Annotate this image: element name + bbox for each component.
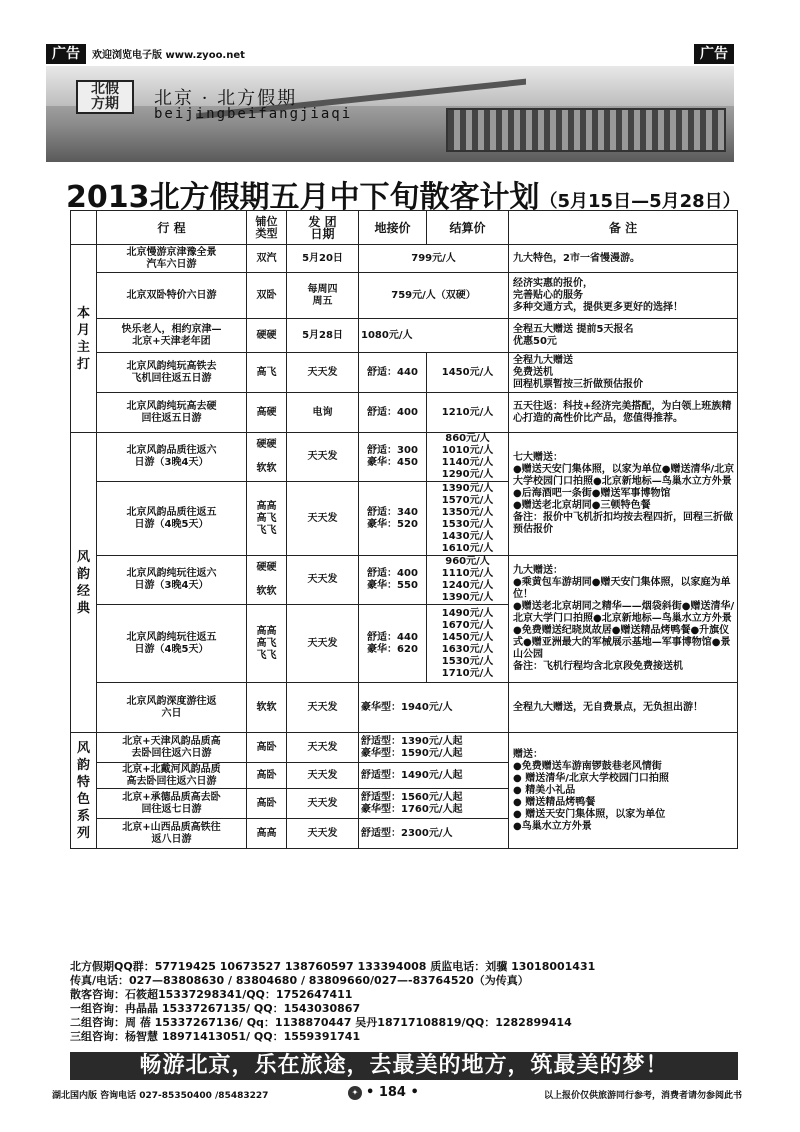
- contact-line: 二组咨询：周 蓓 15337267136/ Qq：1138870447 吴丹18717108819/QQ：1282899414: [70, 1016, 572, 1029]
- cell-note: 全程五大赠送 提前5天报名 优惠50元: [509, 319, 738, 353]
- cell-route: 北京风韵纯玩往返六 日游（3晚4天）: [97, 556, 247, 605]
- itinerary-table: [70, 210, 738, 849]
- category-label: 风 韵 特 色 系 列: [71, 733, 97, 849]
- category-label: 本 月 主 打: [71, 245, 97, 433]
- cell-berth: 高卧: [247, 789, 287, 819]
- cell-local: 舒适型：1560元/人起 豪华型：1760元/人起: [359, 789, 509, 819]
- page-badge-icon: ✦: [348, 1086, 362, 1100]
- cell-note: 七大赠送： ●赠送天安门集体照，以家为单位●赠送清华/北京大学校园门口拍照●北京新地标—鸟巢水立方外景●后海酒吧一条街●赠送军事博物馆 ●赠送老北京胡同●三顿特色餐 备注：报价中飞机折扣均按去程四折，回程三折做预估报价: [509, 433, 738, 556]
- brand-name: 北京 · 北方假期: [154, 88, 298, 109]
- cell-date: 5月28日: [287, 319, 359, 353]
- cell-berth: 高高 高飞 飞飞: [247, 482, 287, 556]
- cell-local: 舒适：440: [359, 353, 427, 393]
- cell-local: 舒适：440 豪华：620: [359, 605, 427, 683]
- cell-route: 北京双卧特价六日游: [97, 273, 247, 319]
- cell-date: 天天发: [287, 605, 359, 683]
- contact-line: 散客咨询：石筱超15337298341/QQ：1752647411: [70, 988, 353, 1001]
- footer-left: 湖北国内版 咨询电话 027-85350400 /85483227: [52, 1091, 269, 1101]
- cell-berth: 双卧: [247, 273, 287, 319]
- header-blank: [71, 211, 97, 245]
- cell-date: 天天发: [287, 733, 359, 763]
- cell-berth: 高卧: [247, 763, 287, 789]
- cell-route: 北京风韵纯玩往返五 日游（4晚5天）: [97, 605, 247, 683]
- cell-route: 北京风韵纯玩高铁去 飞机回往返五日游: [97, 353, 247, 393]
- header-note: 备 注: [509, 211, 738, 245]
- cell-date: 电询: [287, 393, 359, 433]
- cell-route: 北京+承德品质高去卧 回往返七日游: [97, 789, 247, 819]
- cell-route: 快乐老人，相约京津— 北京+天津老年团: [97, 319, 247, 353]
- cell-price: 1210元/人: [427, 393, 509, 433]
- gate-graphic: [446, 108, 726, 152]
- table-row: [71, 273, 738, 319]
- cell-berth: 双汽: [247, 245, 287, 273]
- cell-route: 北京+天津风韵品质高 去卧回往返六日游: [97, 733, 247, 763]
- table-row: [71, 433, 738, 482]
- cell-date: 天天发: [287, 482, 359, 556]
- cell-price: 860元/人 1010元/人 1140元/人 1290元/人: [427, 433, 509, 482]
- cell-route: 北京慢游京津豫全景 汽车六日游: [97, 245, 247, 273]
- cell-berth: 高卧: [247, 733, 287, 763]
- cell-price: 960元/人 1110元/人 1240元/人 1390元/人: [427, 556, 509, 605]
- contacts-block: [70, 960, 738, 1044]
- cell-date: 天天发: [287, 683, 359, 733]
- cell-local: 舒适型：1390元/人起 豪华型：1590元/人起: [359, 733, 509, 763]
- brand-pinyin: beijingbeifangjiaqi: [154, 106, 353, 122]
- slogan-banner: 畅游北京，乐在旅途，去最美的地方，筑最美的梦！: [70, 1052, 738, 1080]
- contact-line: 传真/电话：027—83808630 / 83804680 / 83809660/027—-83764520（为传真）: [70, 974, 529, 987]
- cell-price: 759元/人（双硬）: [359, 273, 509, 319]
- cell-berth: 高高: [247, 819, 287, 849]
- cell-local: 1080元/人: [359, 319, 509, 353]
- cell-route: 北京+山西品质高铁往 返八日游: [97, 819, 247, 849]
- table-header-row: [71, 211, 738, 245]
- cell-date: 天天发: [287, 556, 359, 605]
- footer-right: 以上报价仅供旅游同行参考，消费者请勿参阅此书: [543, 1091, 742, 1101]
- header-date: 发 团 日期: [287, 211, 359, 245]
- cell-local: 豪华型：1940元/人: [359, 683, 509, 733]
- cell-berth: 高飞: [247, 353, 287, 393]
- cell-note: 九大特色，2市一省慢漫游。: [509, 245, 738, 273]
- cell-price: 1490元/人 1670元/人 1450元/人 1630元/人 1530元/人 1710元/人: [427, 605, 509, 683]
- cell-berth: 高硬: [247, 393, 287, 433]
- table-row: [71, 683, 738, 733]
- cell-berth: 软软: [247, 683, 287, 733]
- ad-tag-right: 广告: [694, 44, 734, 64]
- cell-date: 天天发: [287, 819, 359, 849]
- cell-date: 天天发: [287, 433, 359, 482]
- brand-logo: 北假 方期: [76, 80, 134, 114]
- cell-route: 北京+北戴河风韵品质 高去卧回往返六日游: [97, 763, 247, 789]
- table-row: [71, 245, 738, 273]
- cell-berth: 硬硬 软软: [247, 433, 287, 482]
- cell-local: 舒适：400 豪华：550: [359, 556, 427, 605]
- contact-line: 三组咨询：杨智慧 18971413051/ QQ：1559391741: [70, 1030, 361, 1043]
- cell-local: 舒适型：1490元/人起: [359, 763, 509, 789]
- cell-route: 北京风韵纯玩高去硬 回往返五日游: [97, 393, 247, 433]
- contact-line: 一组咨询：冉晶晶 15337267135/ QQ：1543030867: [70, 1002, 361, 1015]
- ad-tag-left: 广告: [46, 44, 86, 64]
- top-bar: [42, 44, 734, 64]
- cell-local: 舒适型：2300元/人: [359, 819, 509, 849]
- cell-note: 赠送： ●免费赠送车游南锣鼓巷老风情街 ● 赠送清华/北京大学校园门口拍照 ● 精美小礼品 ● 赠送精品烤鸭餐 ● 赠送天安门集体照，以家为单位 ●鸟巢水立方外景: [509, 733, 738, 849]
- title-main: 2013北方假期五月中下旬散客计划: [66, 180, 540, 215]
- cell-date: 天天发: [287, 789, 359, 819]
- cell-note: 五天往返：科技+经济完美搭配，为白领上班族精心打造的高性价比产品，您值得推荐。: [509, 393, 738, 433]
- cell-berth: 硬硬 软软: [247, 556, 287, 605]
- site-url[interactable]: 欢迎浏览电子版 www.zyoo.net: [92, 50, 245, 61]
- title-range: （5月15日—5月28日）: [539, 191, 741, 212]
- cell-price: 799元/人: [359, 245, 509, 273]
- cell-note: 经济实惠的报价， 完善贴心的服务 多种交通方式，提供更多更好的选择！: [509, 273, 738, 319]
- table-row: [71, 319, 738, 353]
- cell-note: 全程九大赠送，无自费景点，无负担出游！: [509, 683, 738, 733]
- cell-date: 5月20日: [287, 245, 359, 273]
- cell-date: 天天发: [287, 763, 359, 789]
- header-route: 行 程: [97, 211, 247, 245]
- header-local-price: 地接价: [359, 211, 427, 245]
- cell-date: 每周四 周五: [287, 273, 359, 319]
- cell-price: 1450元/人: [427, 353, 509, 393]
- cell-local: 舒适：340 豪华：520: [359, 482, 427, 556]
- cell-local: 舒适：300 豪华：450: [359, 433, 427, 482]
- table-row: [71, 556, 738, 605]
- banner-image: [46, 66, 734, 162]
- cell-note: 全程九大赠送 免费送机 回程机票暂按三折做预估报价: [509, 353, 738, 393]
- page-number: [348, 1085, 419, 1100]
- cell-route: 北京风韵深度游往返 六日: [97, 683, 247, 733]
- table-row: [71, 353, 738, 393]
- cell-berth: 硬硬: [247, 319, 287, 353]
- cell-local: 舒适：400: [359, 393, 427, 433]
- category-label: 风 韵 经 典: [71, 433, 97, 733]
- cell-berth: 高高 高飞 飞飞: [247, 605, 287, 683]
- page-number-text: • 184 •: [366, 1085, 419, 1100]
- contact-line: 北方假期QQ群：57719425 10673527 138760597 133394008 质监电话：刘骥 13018001431: [70, 960, 596, 973]
- cell-note: 九大赠送： ●乘黄包车游胡同●赠天安门集体照，以家庭为单位！ ●赠送老北京胡同之精华——烟袋斜街●赠送清华/北京大学门口拍照●北京新地标—鸟巢水立方外景●免费赠送纪晓岚故居●赠送精品烤鸭餐●升旗仪式●赠亚洲最大的军械展示基地—军事博物馆●景山公园 备注：飞机行程均含北京段免费接送机: [509, 556, 738, 683]
- header-berth: 铺位 类型: [247, 211, 287, 245]
- cell-date: 天天发: [287, 353, 359, 393]
- table-row: [71, 393, 738, 433]
- cell-route: 北京风韵品质往返五 日游（4晚5天）: [97, 482, 247, 556]
- table-row: [71, 733, 738, 763]
- cell-route: 北京风韵品质往返六 日游（3晚4天）: [97, 433, 247, 482]
- cell-price: 1390元/人 1570元/人 1350元/人 1530元/人 1430元/人 1610元/人: [427, 482, 509, 556]
- header-settle-price: 结算价: [427, 211, 509, 245]
